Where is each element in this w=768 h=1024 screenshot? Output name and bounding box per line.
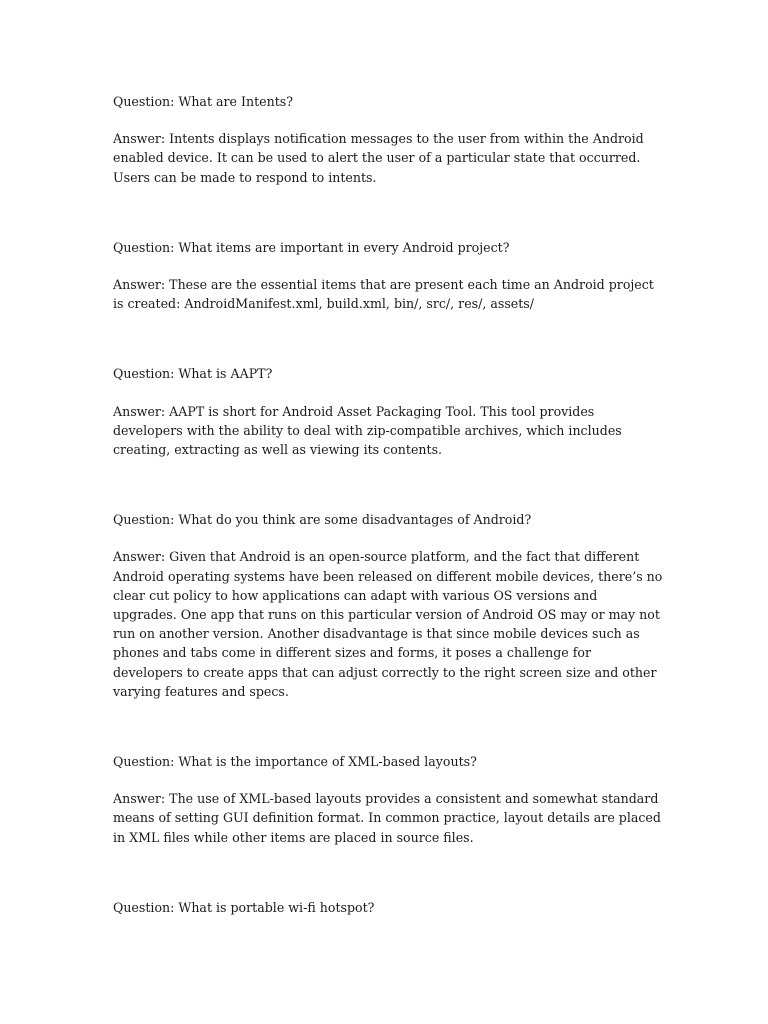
- qa-block-aapt: [113, 364, 663, 459]
- answer-text: Answer: Given that Android is an open-source platform, and the fact that different Android operating systems have been released on different mobile devices, there’s no clear cut policy to how applications can adapt with various OS versions and upgrades. One app that runs on this particular version of Android OS may or may not run on another version. Another disadvantage is that since mobile devices such as phones and tabs come in different sizes and forms, it poses a challenge for developers to create apps that can adjust correctly to the right screen size and other varying features and specs.: [113, 549, 663, 699]
- question-text: Question: What is AAPT?: [113, 366, 273, 382]
- block-spacer: [113, 701, 663, 752]
- answer-text: Answer: The use of XML-based layouts provides a consistent and somewhat standard means of setting GUI definition format. In common practice, layout details are placed in XML files while other items are placed in source files.: [113, 791, 661, 845]
- qa-block-intents: [113, 92, 663, 187]
- qa-block-xml-layouts: [113, 752, 663, 847]
- block-spacer: [113, 187, 663, 238]
- block-spacer: [113, 847, 663, 898]
- qa-block-project-items: [113, 238, 663, 314]
- answer-text: Answer: Intents displays notification messages to the user from within the Android enabled device. It can be used to alert the user of a particular state that occurred. Users can be made to respond to intents.: [113, 131, 644, 185]
- question-text: Question: What is the importance of XML-based layouts?: [113, 754, 477, 770]
- question-text: Question: What are Intents?: [113, 94, 293, 109]
- question-text: Question: What is portable wi-fi hotspot?: [113, 899, 375, 915]
- answer-text: Answer: AAPT is short for Android Asset Packaging Tool. This tool provides developers with the ability to deal with zip-compatible archives, which includes creating, extracting as well as viewing its contents.: [113, 403, 622, 458]
- answer-text: Answer: These are the essential items that are present each time an Android project is created: AndroidManifest.xml, build.xml, bin/, src/, res/, assets/: [113, 277, 654, 312]
- block-spacer: [113, 313, 663, 364]
- qa-block-wifi-hotspot: [113, 898, 663, 917]
- qa-block-disadvantages: [113, 510, 663, 701]
- question-text: Question: What do you think are some disadvantages of Android?: [113, 512, 532, 528]
- document-page: [113, 92, 663, 935]
- question-text: Question: What items are important in every Android project?: [113, 239, 510, 255]
- block-spacer: [113, 459, 663, 510]
